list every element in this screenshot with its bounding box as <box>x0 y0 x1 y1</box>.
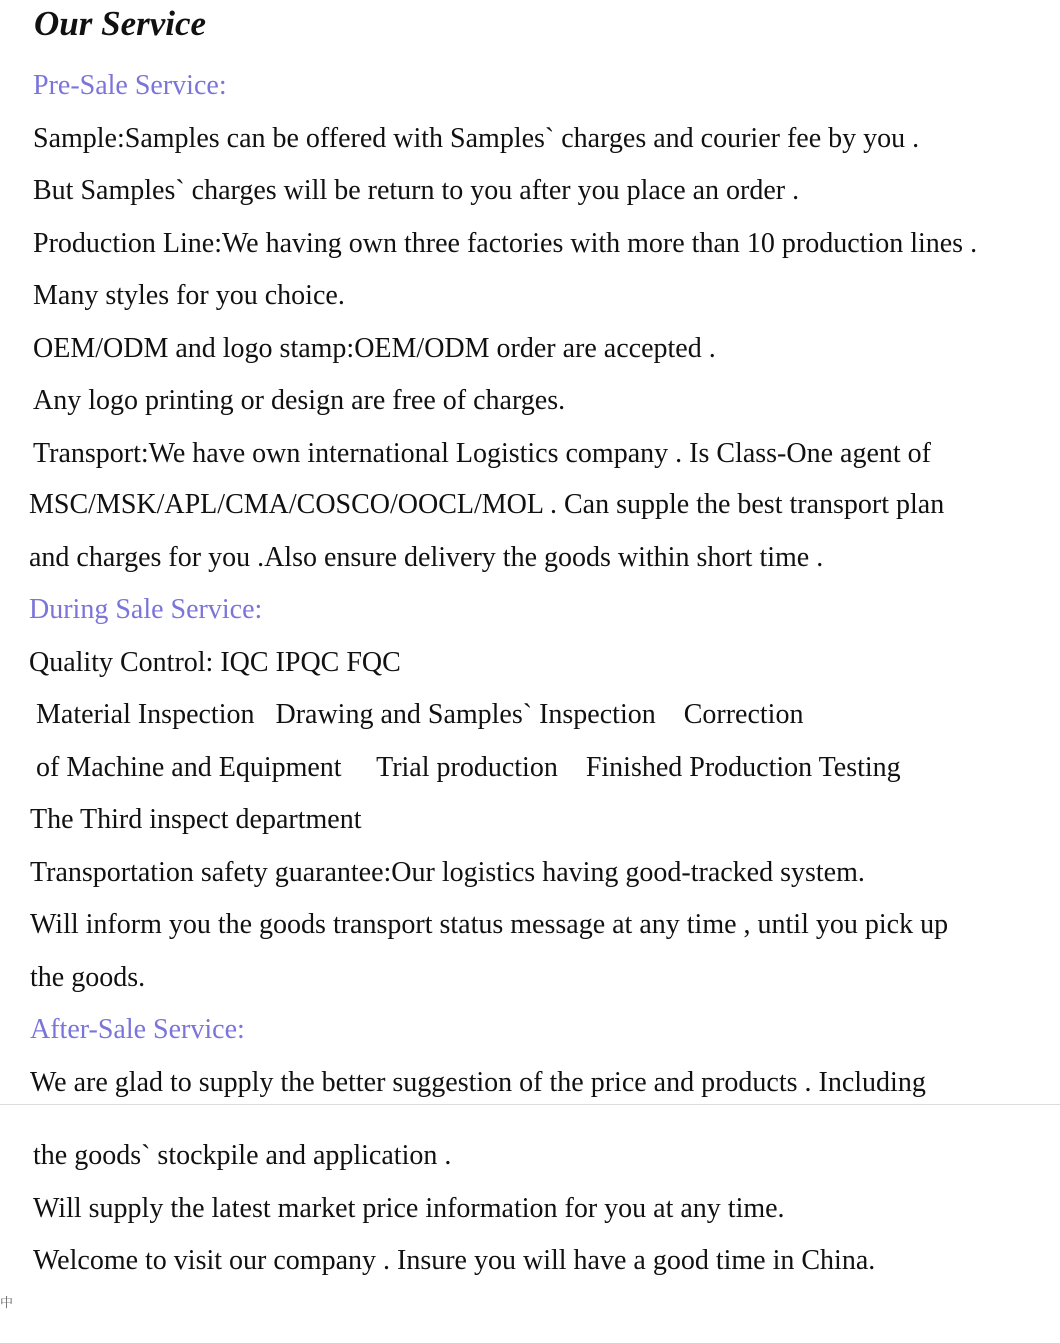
during-sale-line: the goods. <box>30 962 146 993</box>
pre-sale-line: and charges for you .Also ensure delivery the goods within short time . <box>29 542 824 573</box>
during-sale-heading: During Sale Service: <box>29 594 263 625</box>
pre-sale-line: MSC/MSK/APL/CMA/COSCO/OOCL/MOL . Can supple the best transport plan <box>29 489 945 520</box>
during-sale-line: Material Inspection Drawing and Samples` Inspection Correction <box>29 699 804 730</box>
pre-sale-line: Many styles for you choice. <box>33 280 345 311</box>
pre-sale-line: Transport:We have own international Logistics company . Is Class-One agent of <box>33 438 931 469</box>
page-divider <box>0 1104 1060 1105</box>
during-sale-line: Will inform you the goods transport status message at any time , until you pick up <box>30 909 949 940</box>
during-sale-line: The Third inspect department <box>30 804 362 835</box>
pre-sale-line: OEM/ODM and logo stamp:OEM/ODM order are accepted . <box>33 333 716 364</box>
during-sale-line: of Machine and Equipment Trial production Finished Production Testing <box>29 752 901 783</box>
during-sale-line: Quality Control: IQC IPQC FQC <box>29 647 401 678</box>
after-sale-heading: After-Sale Service: <box>30 1014 245 1045</box>
pre-sale-line: But Samples` charges will be return to you after you place an order . <box>33 175 800 206</box>
footer-mark: 中 <box>0 1295 14 1310</box>
pre-sale-line: Production Line:We having own three factories with more than 10 production lines . <box>33 228 978 259</box>
pre-sale-line: Any logo printing or design are free of charges. <box>33 385 566 416</box>
page-title: Our Service <box>34 4 207 43</box>
after-sale-line: the goods` stockpile and application . <box>33 1140 452 1171</box>
pre-sale-heading: Pre-Sale Service: <box>33 70 227 101</box>
after-sale-line: Welcome to visit our company . Insure you will have a good time in China. <box>33 1245 876 1276</box>
pre-sale-line: Sample:Samples can be offered with Samples` charges and courier fee by you . <box>33 123 920 154</box>
after-sale-line: We are glad to supply the better suggestion of the price and products . Including <box>30 1067 926 1098</box>
during-sale-line: Transportation safety guarantee:Our logistics having good-tracked system. <box>30 857 865 888</box>
after-sale-line: Will supply the latest market price information for you at any time. <box>33 1193 785 1224</box>
